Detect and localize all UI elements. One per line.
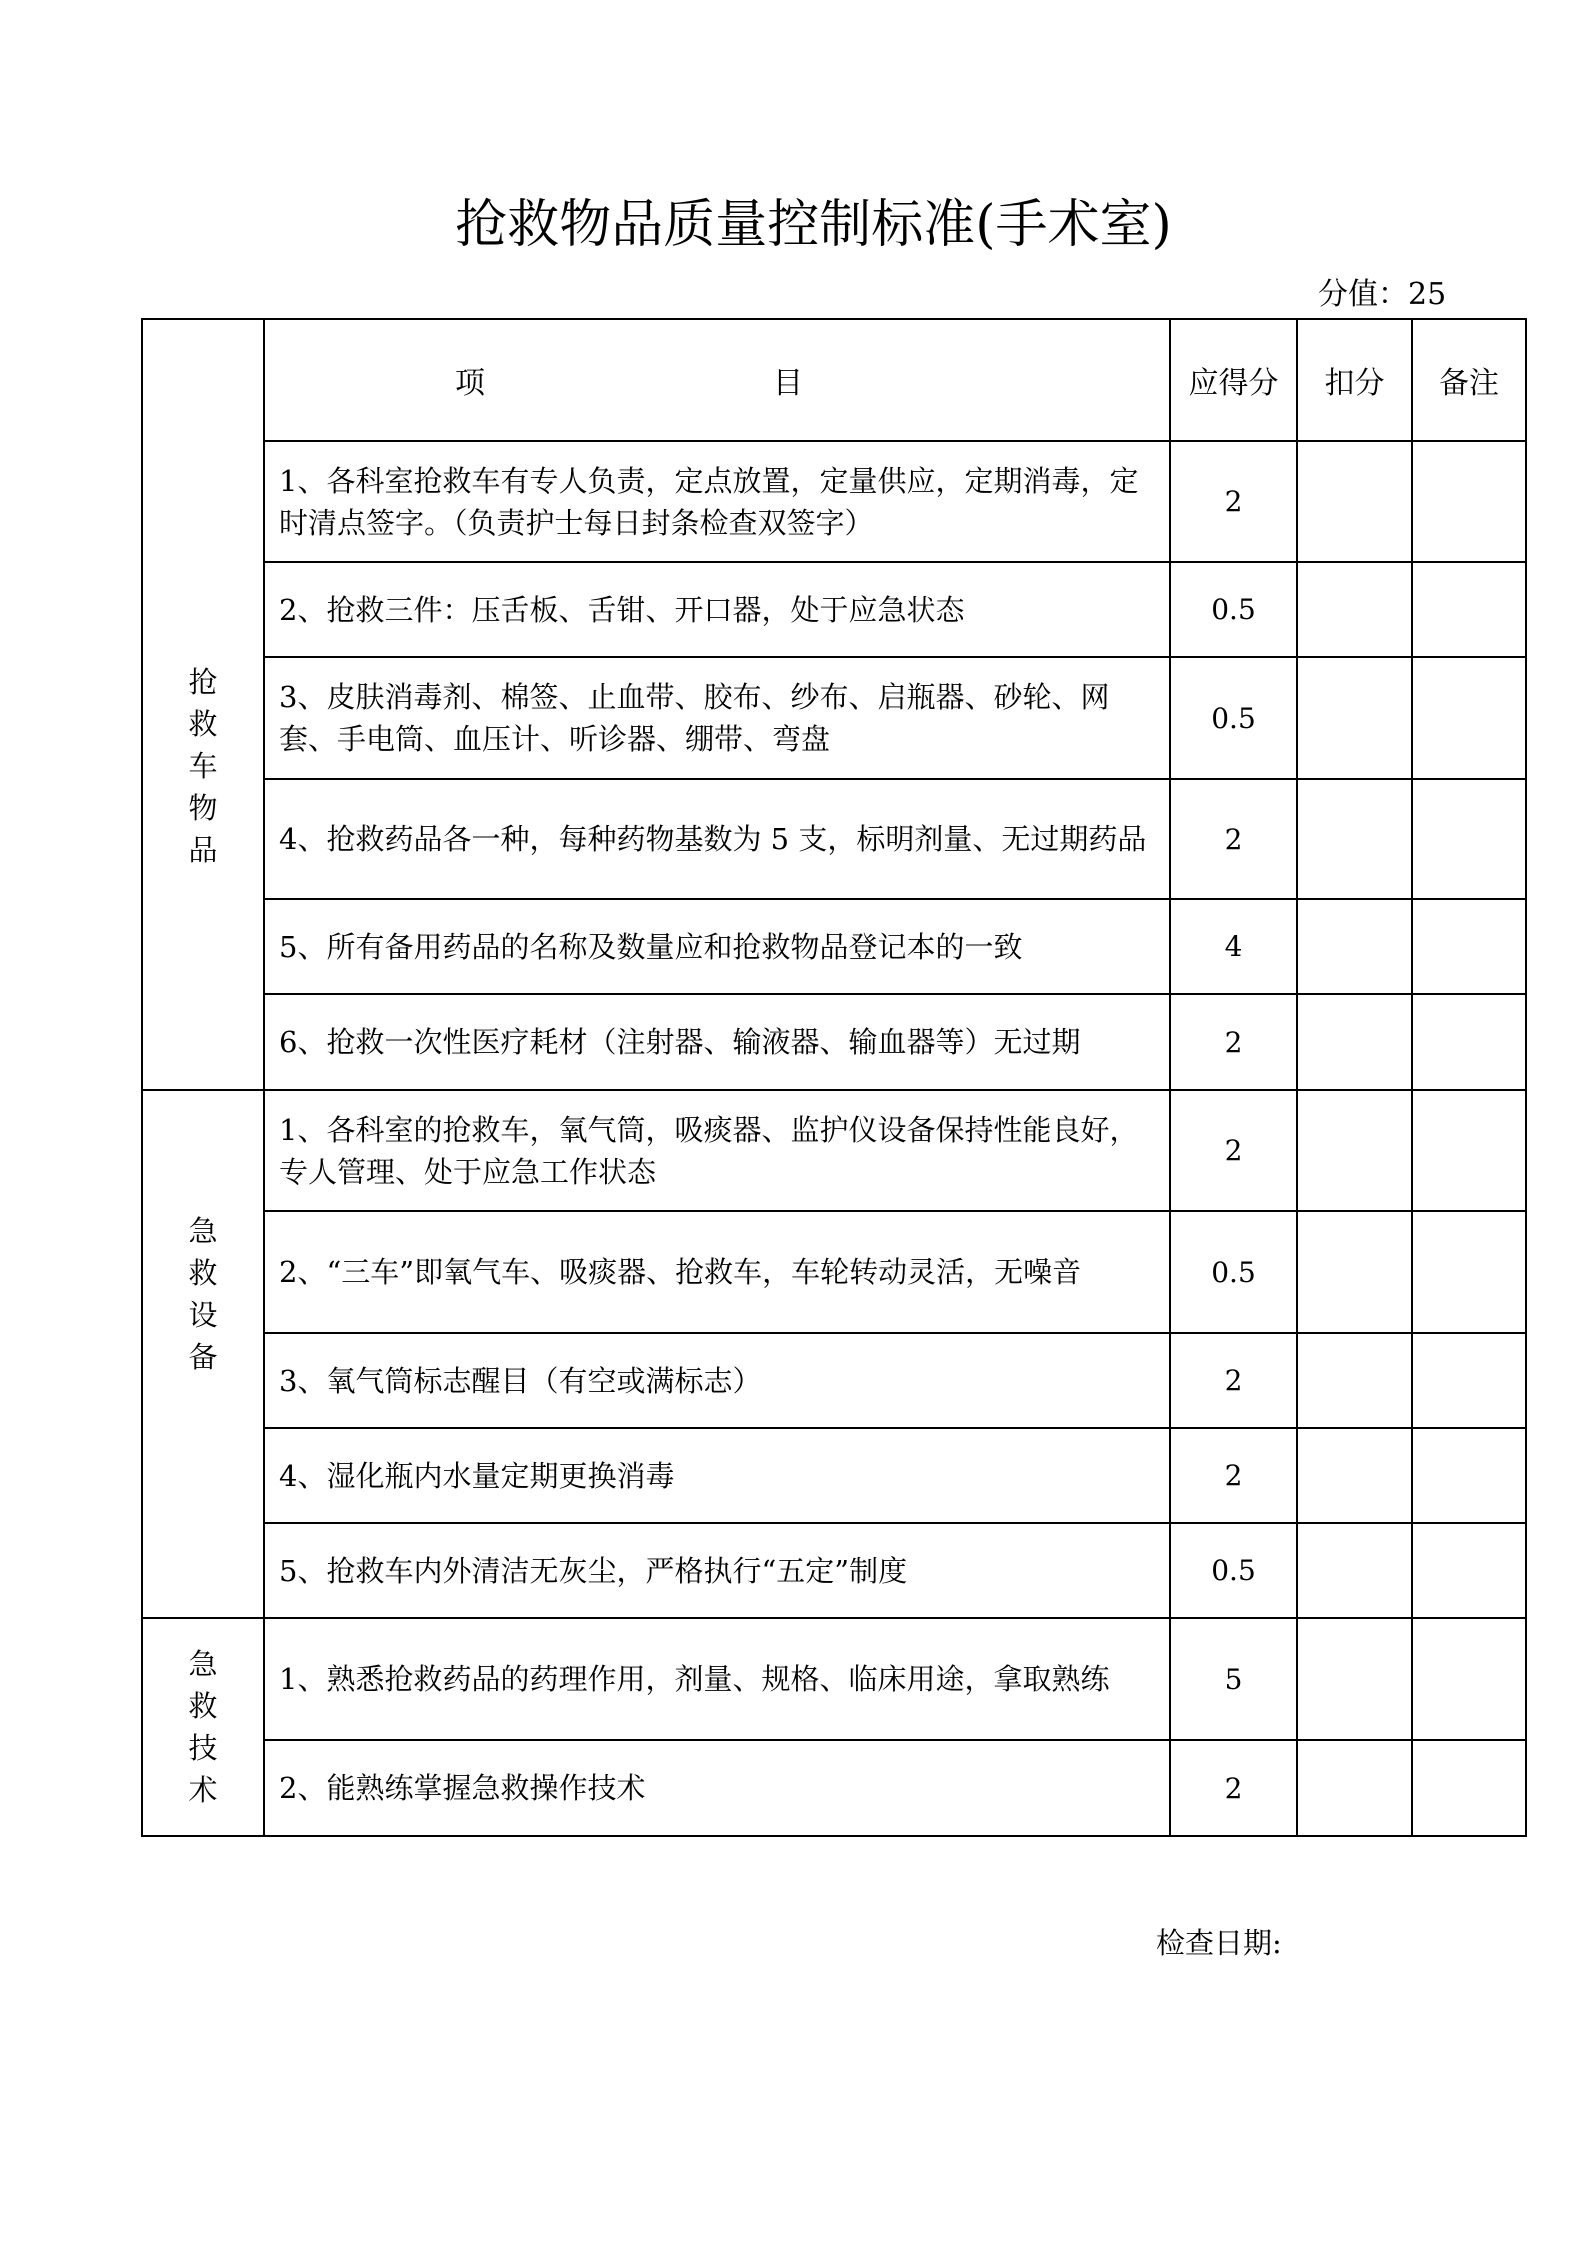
table-row xyxy=(142,1090,1526,1211)
table-row xyxy=(142,1618,1526,1740)
remark-cell[interactable] xyxy=(1412,441,1526,562)
table-header-row xyxy=(142,319,1526,441)
remark-cell[interactable] xyxy=(1412,779,1526,899)
score-value: 0.5 xyxy=(1170,657,1297,779)
score-value: 4 xyxy=(1170,899,1297,994)
deduct-cell[interactable] xyxy=(1297,1740,1412,1836)
item-text: 1、熟悉抢救药品的药理作用，剂量、规格、临床用途，拿取熟练 xyxy=(264,1618,1170,1740)
table-row xyxy=(142,1740,1526,1836)
table-row xyxy=(142,562,1526,657)
table-row xyxy=(142,441,1526,562)
remark-cell[interactable] xyxy=(1412,899,1526,994)
table-row xyxy=(142,657,1526,779)
item-text: 4、抢救药品各一种，每种药物基数为 5 支，标明剂量、无过期药品 xyxy=(264,779,1170,899)
header-score: 应得分 xyxy=(1170,319,1297,441)
item-text: 5、所有备用药品的名称及数量应和抢救物品登记本的一致 xyxy=(264,899,1170,994)
score-value: 2 xyxy=(1170,441,1297,562)
score-value: 2 xyxy=(1170,1333,1297,1428)
deduct-cell[interactable] xyxy=(1297,562,1412,657)
score-value: 5 xyxy=(1170,1618,1297,1740)
table-row xyxy=(142,994,1526,1090)
header-item xyxy=(264,319,1170,441)
remark-cell[interactable] xyxy=(1412,994,1526,1090)
header-item-right: 目 xyxy=(773,366,803,401)
deduct-cell[interactable] xyxy=(1297,1211,1412,1333)
remark-cell[interactable] xyxy=(1412,1740,1526,1836)
header-deduct: 扣分 xyxy=(1297,319,1412,441)
deduct-cell[interactable] xyxy=(1297,779,1412,899)
deduct-cell[interactable] xyxy=(1297,994,1412,1090)
category-label: 急救设备 xyxy=(188,1214,218,1374)
item-text: 3、氧气筒标志醒目（有空或满标志） xyxy=(264,1333,1170,1428)
score-value: 2 xyxy=(1170,1428,1297,1523)
remark-cell[interactable] xyxy=(1412,1211,1526,1333)
item-text: 2、能熟练掌握急救操作技术 xyxy=(264,1740,1170,1836)
deduct-cell[interactable] xyxy=(1297,1090,1412,1211)
header-remark: 备注 xyxy=(1412,319,1526,441)
table-row xyxy=(142,779,1526,899)
table-row xyxy=(142,1333,1526,1428)
check-date-label: 检查日期: xyxy=(1156,1926,1282,1960)
deduct-cell[interactable] xyxy=(1297,1523,1412,1618)
remark-cell[interactable] xyxy=(1412,1333,1526,1428)
score-value: 0.5 xyxy=(1170,562,1297,657)
table-row xyxy=(142,1211,1526,1333)
remark-cell[interactable] xyxy=(1412,1618,1526,1740)
category-cell xyxy=(142,1618,264,1836)
deduct-cell[interactable] xyxy=(1297,1428,1412,1523)
item-text: 1、各科室的抢救车，氧气筒，吸痰器、监护仪设备保持性能良好，专人管理、处于应急工作状态 xyxy=(264,1090,1170,1211)
item-text: 4、湿化瓶内水量定期更换消毒 xyxy=(264,1428,1170,1523)
category-label: 急救技术 xyxy=(188,1647,218,1807)
score-value: 0.5 xyxy=(1170,1211,1297,1333)
score-value: 2 xyxy=(1170,779,1297,899)
remark-cell[interactable] xyxy=(1412,562,1526,657)
table-row xyxy=(142,1428,1526,1523)
item-text: 6、抢救一次性医疗耗材（注射器、输液器、输血器等）无过期 xyxy=(264,994,1170,1090)
category-cell xyxy=(142,319,264,1090)
score-value: 2 xyxy=(1170,994,1297,1090)
table-row xyxy=(142,899,1526,994)
header-item-left: 项 xyxy=(455,366,485,401)
item-text: 2、“三车”即氧气车、吸痰器、抢救车，车轮转动灵活，无噪音 xyxy=(264,1211,1170,1333)
score-value: 2 xyxy=(1170,1740,1297,1836)
deduct-cell[interactable] xyxy=(1297,1618,1412,1740)
deduct-cell[interactable] xyxy=(1297,1333,1412,1428)
deduct-cell[interactable] xyxy=(1297,899,1412,994)
item-text: 3、皮肤消毒剂、棉签、止血带、胶布、纱布、启瓶器、砂轮、网套、手电筒、血压计、听诊器、绷带、弯盘 xyxy=(264,657,1170,779)
item-text: 1、各科室抢救车有专人负责，定点放置，定量供应，定期消毒，定时清点签字。（负责护士每日封条检查双签字） xyxy=(264,441,1170,562)
category-cell xyxy=(142,1090,264,1618)
remark-cell[interactable] xyxy=(1412,1090,1526,1211)
deduct-cell[interactable] xyxy=(1297,441,1412,562)
document-title: 抢救物品质量控制标准(手术室) xyxy=(455,195,1172,255)
total-score: 分值：25 xyxy=(1318,277,1447,312)
item-text: 5、抢救车内外清洁无灰尘，严格执行“五定”制度 xyxy=(264,1523,1170,1618)
item-text: 2、抢救三件：压舌板、舌钳、开口器，处于应急状态 xyxy=(264,562,1170,657)
score-value: 2 xyxy=(1170,1090,1297,1211)
remark-cell[interactable] xyxy=(1412,1523,1526,1618)
table-row xyxy=(142,1523,1526,1618)
deduct-cell[interactable] xyxy=(1297,657,1412,779)
category-label: 抢救车物品 xyxy=(188,664,218,867)
remark-cell[interactable] xyxy=(1412,1428,1526,1523)
remark-cell[interactable] xyxy=(1412,657,1526,779)
quality-standard-table xyxy=(141,318,1527,1837)
score-value: 0.5 xyxy=(1170,1523,1297,1618)
